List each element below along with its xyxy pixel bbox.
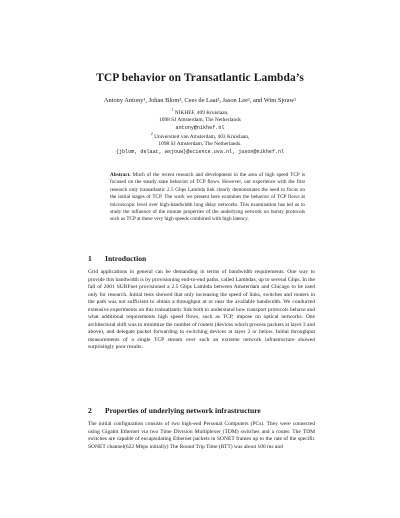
- section-body-network-properties: The initial configuration consists of two high-end Personal Computers (PCs). They were connected using Gigabit Ethernet via two Time Division Multiplexer (TDM) switches and a router. The TDM switches are capable of encapsulating Ethernet packets in SONET frames up to the rate of the specific SONET channel(622 Mbps initially) The Round Trip Time (RTT) was about 100 ms and: [88, 421, 315, 450]
- affiliation-email: antony@nikhef.nl: [175, 124, 225, 131]
- section-title: Properties of underlying network infrastructure: [105, 406, 261, 415]
- affiliation-email: {jblom, delaat, wsjouw}@science.uva.nl, jason@nikhef.nl: [115, 148, 285, 155]
- affiliation-2: [0, 131, 400, 156]
- abstract-label: Abstract.: [110, 172, 131, 178]
- section-number: 1: [88, 254, 92, 263]
- paper-title: TCP behavior on Transatlantic Lambda’s: [96, 72, 304, 84]
- abstract: [110, 172, 305, 224]
- author-list: Antony Antony¹, Johan Blom², Cees de Laat², Jason Lee², and Wim Sjouw²: [103, 97, 297, 104]
- section-heading-network-properties: [88, 406, 261, 415]
- affiliation-line: Universiteit van Amsterdam, 403 Kruislaan,: [154, 134, 250, 140]
- section-number: 2: [88, 406, 92, 415]
- section-heading-introduction: [88, 254, 146, 263]
- affiliation-line: 1098 SJ Amsterdam, The Netherlands: [159, 117, 241, 124]
- affiliation-line: NIKHEF, 409 Kruislaan,: [174, 110, 229, 116]
- section-body-introduction: Grid applications in general can be demanding in terms of bandwidth requirements. One way to provide this bandwidth is by provisioning end-to-end paths, called Lambdas, up to several Gbps. In the fall of 2001 SURFnet provisioned a 2.5 Gbps Lambda between Amsterdam and Chicago to be used only for research. Initial tests showed that only increasing the speed of links, switches and routers in the path was not sufficient to obtain a throughput at or near the available bandwidth. We conducted extensive experiments on this transatlantic link both to understand how transport protocols behave and what additional requirements high speed flows, such as TCP, impose on optical networks. One architectural shift was to minimize the number of routers (devices which process packets at layer 3 and above), and delegate packet forwarding to switching devices at layer 2 or below. Initial throughput measurements of a single TCP stream over such an extreme network infrastructure showed surprisingly poor results.: [88, 269, 315, 351]
- affiliation-mark: 2: [150, 131, 153, 137]
- affiliation-mark: 1: [171, 107, 174, 113]
- section-title: Introduction: [105, 254, 147, 263]
- affiliation-1: [0, 107, 400, 132]
- abstract-text: Much of the recent research and development in the area of high speed TCP is focused on the steady state behavior of TCP flows. However, our experience with the first research only transatlantic 2.5 Gbps Lambda link clearly demonstrates the need to focus on the initial stages of TCP. The work we present here examines the behavior of TCP flows at microscopic level over high-bandwidth long delay networks. This examination has led us to study the influence of the minute properties of the underlying network on bursty protocols such as TCP at these very high speeds combined with high latency.: [110, 172, 306, 223]
- affiliation-line: 1098 SJ Amsterdam, The Netherlands.: [158, 141, 242, 148]
